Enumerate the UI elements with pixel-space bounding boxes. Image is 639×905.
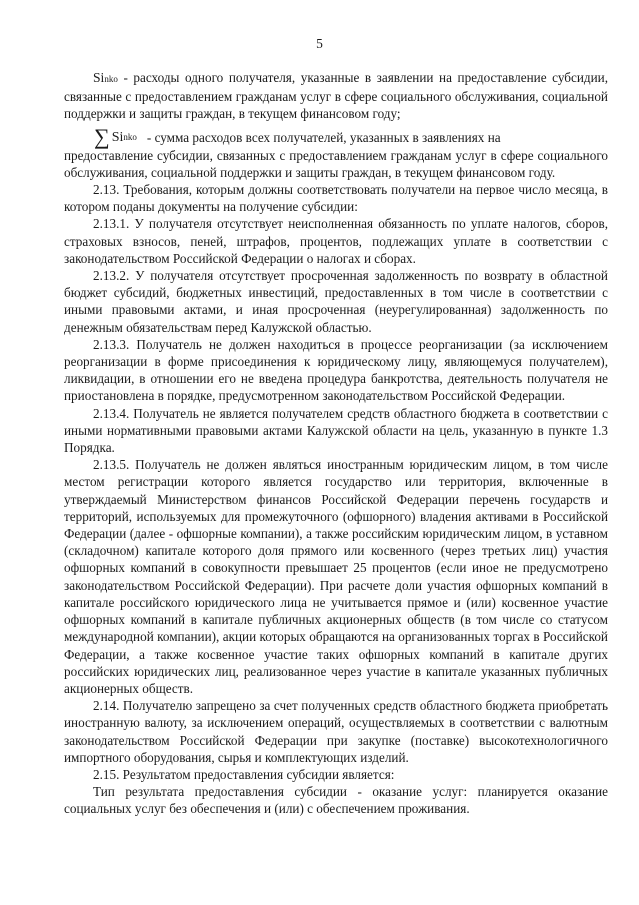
paragraph-2-13-4: 2.13.4. Получатель не является получателем средств областного бюджета в соответствии с иными нормативными правовыми актами Калужской области на цель, указанную в пункте 1.3 Порядка.: [64, 405, 608, 456]
sum-formula-subscript: nko: [123, 132, 137, 143]
paragraph-2-13: 2.13. Требования, которым должны соответствовать получатели на первое число месяца, в котором поданы документы на получение субсидии:: [64, 182, 608, 215]
si-definition: [64, 69, 608, 123]
formula-si: Si: [93, 70, 105, 85]
sigma-symbol: ∑: [94, 123, 110, 149]
si-definition-text: - расходы одного получателя, указанные в заявлении на предоставление субсидии, связанные с предоставлением гражданам услуг в сфере социального обслуживания, социальной поддержки и защиты граждан, в текущем финансовом году;: [64, 70, 609, 122]
sum-formula-si: Si: [111, 130, 124, 146]
paragraph-2-15: 2.15. Результатом предоставления субсидии является:: [93, 766, 395, 782]
page-number: 5: [316, 36, 323, 51]
paragraph-2-13-2: 2.13.2. У получателя отсутствует просроченная задолженность по возврату в областной бюджет субсидий, бюджетных инвестиций, предоставленных в том числе в соответствии с иными правовыми актами, и иная просроченная (неурегулированная) задолженность по денежным обязательствам перед Калужской областью.: [64, 268, 608, 335]
sum-definition-text: предоставление субсидии, связанных с предоставлением гражданам услуг в сфере социального обслуживания, социальной поддержки и защиты граждан, в текущем финансовом году.: [64, 147, 608, 180]
document-body: [64, 69, 608, 818]
sum-definition-first-line: - сумма расходов всех получателей, указанных в заявлениях на: [146, 130, 501, 146]
formula-si-subscript: nko: [104, 74, 118, 84]
paragraph-2-13-3: 2.13.3. Получатель не должен находиться в процессе реорганизации (за исключением реорганизации в форме присоединения к юридическому лицу, являющемуся получателем), ликвидации, в отношении его не введена процедура банкротства, деятельность получателя не приостановлена в порядке, предусмотренном законодательством Российской Федерации.: [64, 336, 608, 404]
paragraph-2-14: 2.14. Получателю запрещено за счет полученных средств областного бюджета приобретать иностранную валюту, за исключением операций, осуществляемых в соответствии с валютным законодательством Российской Федерации при закупке (поставке) высокотехнологичного импортного оборудования, сырья и комплектующих изделий.: [64, 698, 608, 765]
sum-definition: [64, 123, 608, 181]
paragraph-2-13-5: 2.13.5. Получатель не должен являться иностранным юридическим лицом, в том числе местом регистрации которого является государство или территория, включенные в утверждаемый Министерством финансов Российской Федерации перечень государств и территорий, используемых для промежуточного (офшорного) владения активами в Российской Федерации (далее - офшорные компании), а также российским юридическим лицом, в уставном (складочном) капитале которого доля прямого или косвенного (через третьих лиц) участия офшорных компаний в совокупности превышает 25 процентов (если иное не предусмотрено законодательством Российской Федерации). При расчете доли участия офшорных компаний в капитале российского юридического лица не учитывается прямое и (или) косвенное участие офшорных компаний в капитале публичных акционерных обществ (в том числе со статусом международной компании), акции которых обращаются на организованных торгах в Российской Федерации, а также косвенное участие таких офшорных компаний в капитале других российских юридических лиц, реализованное через участие в капитале указанных публичных акционерных обществ.: [64, 457, 608, 696]
paragraph-result-type: Тип результата предоставления субсидии - оказание услуг: планируется оказание социальных услуг без обеспечения и (или) с обеспечением проживания.: [64, 784, 608, 817]
paragraph-2-13-1: 2.13.1. У получателя отсутствует неисполненная обязанность по уплате налогов, сборов, страховых взносов, пеней, штрафов, процентов, подлежащих уплате в соответствии с законодательством Российской Федерации о налогах и сборах.: [64, 216, 608, 266]
